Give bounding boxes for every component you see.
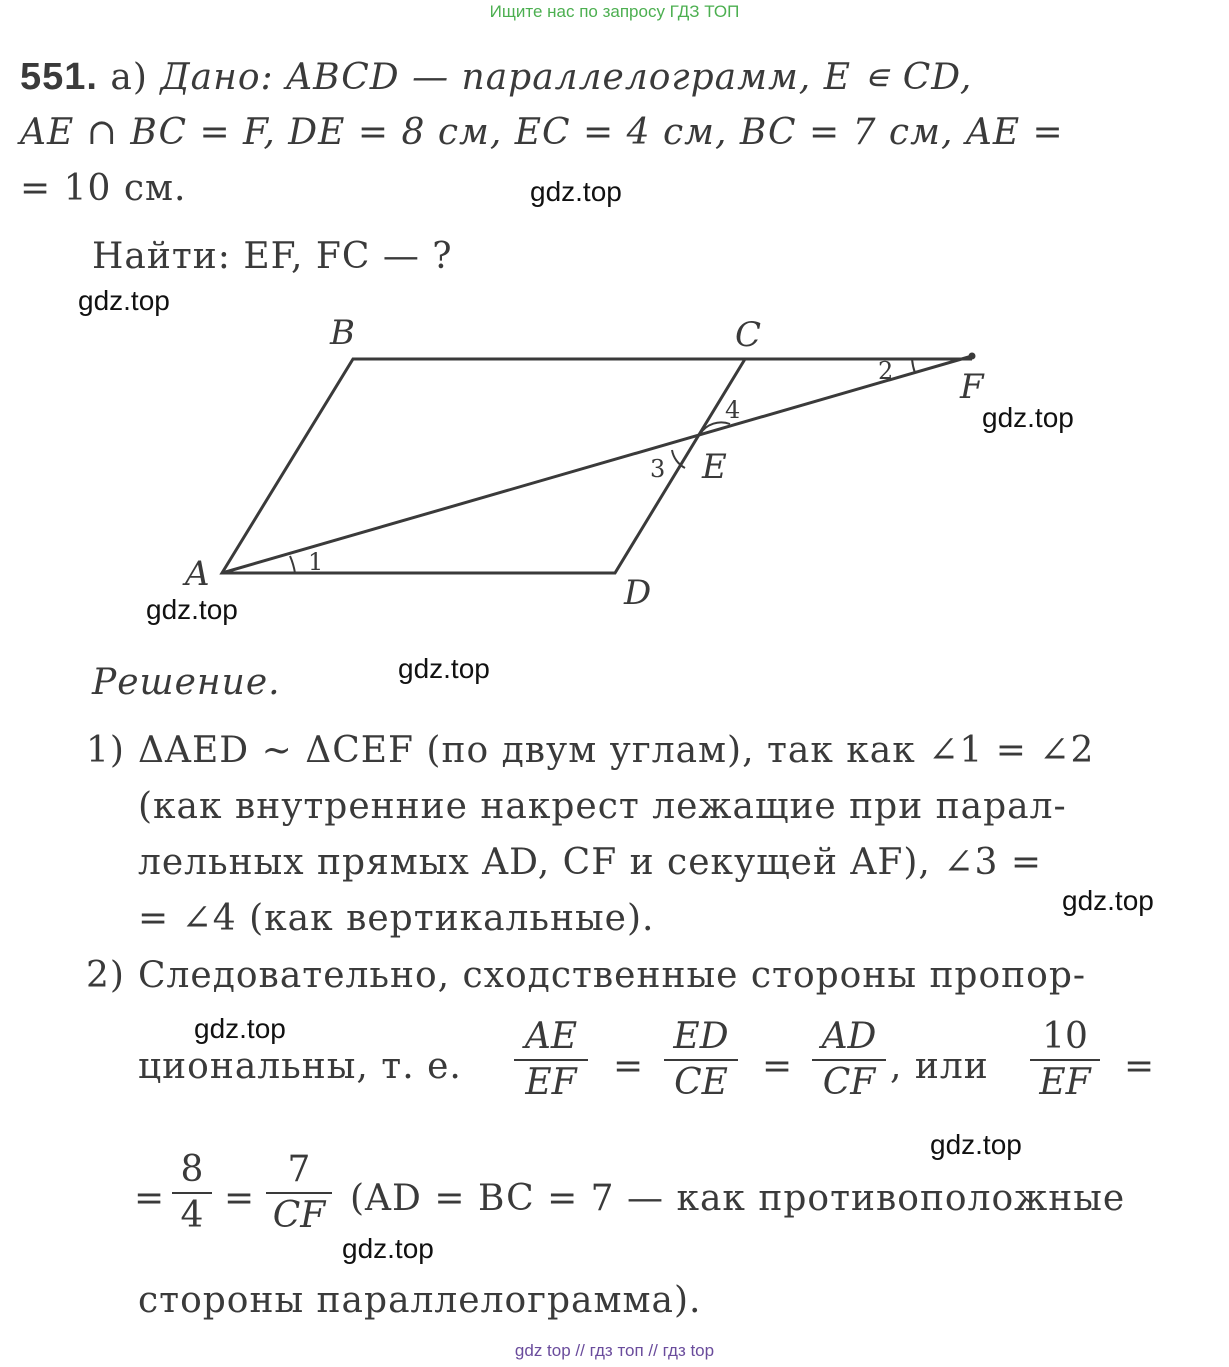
- arc-angle-2: [912, 359, 915, 373]
- equals-4: =: [134, 1178, 166, 1219]
- problem-line-2: AE ∩ BC = F, DE = 8 см, EC = 4 см, BC = 7 см, AE =: [20, 112, 1064, 153]
- angle-arcs: [290, 359, 915, 573]
- label-angle-1: 1: [308, 548, 324, 576]
- label-angle-4: 4: [725, 396, 741, 424]
- fraction-7-cf: [266, 1148, 332, 1238]
- step2-line-3-rest: (AD = BC = 7 — как противоположные: [350, 1178, 1126, 1219]
- label-b: B: [330, 313, 355, 353]
- fraction-ad-cf-num: AD: [821, 1016, 877, 1057]
- fraction-10-ef-num: 10: [1042, 1016, 1088, 1057]
- watermark-5: gdz.top: [398, 653, 490, 684]
- given-text-1: ABCD — параллелограмм, E ∊ CD,: [286, 57, 973, 98]
- step2-line-1: Следовательно, сходственные стороны пропор-: [138, 955, 1087, 996]
- step1-line-2: (как внутренние накрест лежащие при парал-: [138, 786, 1067, 827]
- fraction-7-cf-den: CF: [266, 1192, 332, 1238]
- fraction-8-4: [172, 1148, 212, 1238]
- step1-marker: 1): [86, 730, 125, 771]
- given-label: Дано:: [160, 57, 274, 98]
- watermark-7: gdz.top: [194, 1013, 286, 1044]
- search-hint[interactable]: Ищите нас по запросу ГДЗ ТОП: [489, 2, 740, 21]
- label-a: A: [185, 554, 210, 594]
- fraction-ed-ce-den: CE: [664, 1059, 738, 1105]
- fraction-7-cf-num: 7: [287, 1149, 311, 1190]
- problem-line-3: = 10 см.: [20, 168, 187, 209]
- point-f-dot: [969, 353, 976, 360]
- watermark-8: gdz.top: [930, 1129, 1022, 1160]
- watermark-6: gdz.top: [1062, 885, 1154, 916]
- watermark-3: gdz.top: [982, 402, 1074, 433]
- parallelogram-abcd: [222, 359, 745, 573]
- figure-lines: [222, 356, 972, 573]
- fraction-ae-ef-den: EF: [514, 1059, 588, 1105]
- step2-line-4: стороны параллелограмма).: [138, 1280, 702, 1321]
- fraction-ad-cf: [812, 1015, 886, 1105]
- fraction-8-4-num: 8: [180, 1149, 204, 1190]
- fraction-ed-ce: [664, 1015, 738, 1105]
- label-d: D: [624, 573, 652, 613]
- arc-angle-1: [290, 556, 295, 573]
- watermark-1: gdz.top: [530, 176, 622, 207]
- fraction-ae-ef-num: AE: [524, 1016, 578, 1057]
- fraction-10-ef-den: EF: [1030, 1059, 1100, 1105]
- fraction-10-ef: [1030, 1015, 1100, 1105]
- equals-3: =: [1124, 1046, 1156, 1087]
- step1-line-3: лельных прямых AD, CF и секущей AF), ∠3 =: [138, 842, 1042, 883]
- label-c: C: [735, 315, 762, 355]
- watermark-9: gdz.top: [342, 1233, 434, 1264]
- fraction-8-4-den: 4: [172, 1192, 212, 1238]
- fraction-ed-ce-num: ED: [673, 1016, 729, 1057]
- problem-line-1: [20, 56, 972, 99]
- problem-number: 551.: [20, 56, 98, 98]
- find-line: Найти: EF, FC — ?: [92, 236, 453, 277]
- fraction-ad-cf-den: CF: [812, 1059, 886, 1105]
- label-f: F: [960, 367, 984, 407]
- equals-1: =: [613, 1046, 645, 1087]
- parallelogram-figure: [0, 300, 1229, 630]
- watermark-4: gdz.top: [146, 594, 238, 625]
- problem-part: а): [110, 57, 148, 98]
- step2-line-2-text: циональны, т. е.: [138, 1046, 462, 1087]
- or-text: , или: [890, 1046, 989, 1087]
- label-angle-3: 3: [650, 455, 666, 483]
- label-angle-2: 2: [878, 357, 894, 385]
- equals-5: =: [224, 1178, 256, 1219]
- step1-line-1: ΔAED ~ ΔCEF (по двум углам), так как ∠1 = ∠2: [138, 730, 1095, 771]
- step1-line-4: = ∠4 (как вертикальные).: [138, 898, 655, 939]
- fraction-ae-ef: [514, 1015, 588, 1105]
- equals-2: =: [762, 1046, 794, 1087]
- step2-marker: 2): [86, 955, 125, 996]
- footer-links[interactable]: gdz top // гдз топ // гдз top: [514, 1341, 715, 1360]
- watermark-2: gdz.top: [78, 285, 170, 316]
- solution-heading: Решение.: [92, 662, 281, 703]
- label-e: E: [702, 447, 727, 487]
